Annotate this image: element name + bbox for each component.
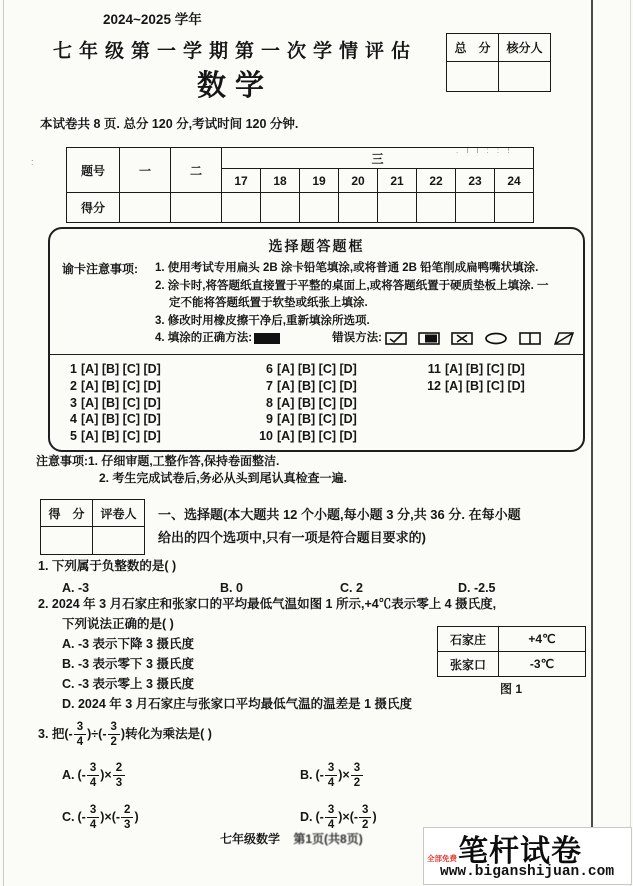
total-score-cell [447,62,499,92]
card-notice [62,260,575,348]
scan-artifact-marks: . l l : : ! [456,146,513,155]
question-3-option-d[interactable]: D. (- $\frac{3}{4}$ )×(- $\frac{3}{2}$ ) [300,804,377,832]
slash-box-icon [552,332,574,345]
answer-row-3[interactable]: 3 [A] [B] [C] [D] [70,395,161,410]
answer-bubble-grid [50,361,583,447]
evaluator-header: 评卷人 [93,500,145,527]
qnum-23: 23 [456,169,495,193]
correct-method-label: 4. 填涂的正确方法: [155,332,253,344]
qnum-17: 17 [222,169,261,193]
fraction: $\frac{3}{4}$ [325,804,337,831]
score-cell [41,527,93,555]
answer-row-11[interactable]: 11 [A] [B] [C] [D] [427,362,525,376]
section-1-heading [158,503,586,549]
scan-edge-right-line [630,0,631,886]
card-notice-item-4 [155,330,575,348]
question-1 [38,556,586,597]
score-row-label: 得分 [67,193,120,223]
answer-row-4[interactable]: 4 [A] [B] [C] [D] [70,412,161,427]
section-3-cell: 三 [222,148,534,169]
figure-city-2: 张家口 [438,652,499,677]
section-2-cell: 二 [171,148,222,193]
question-3 [38,716,586,834]
exam-notice-section [36,453,347,487]
wrong-method-label: 错误方法: [332,332,382,344]
total-score-table [446,33,551,92]
exam-info: 本试卷共 8 页. 总分 120 分,考试时间 120 分钟. [40,117,299,131]
check-box-icon [385,332,407,345]
scan-fold-right-line [591,0,593,852]
question-2-option-a[interactable]: A. -3 表示下降 3 摄氏度 [62,637,194,651]
section-1-heading-line1: 一、选择题(本大题共 12 个小题,每小题 3 分,共 36 分. 在每小题 [158,507,521,522]
card-notice-item-3: 3. 修改时用橡皮擦干净后,重新填涂所选项. [155,314,370,327]
answer-row-8[interactable]: 8 [A] [B] [C] [D] [266,395,357,410]
figure-1-caption: 图 1 [499,682,522,696]
fraction: $\frac{3}{2}$ [108,721,120,748]
watermark-url[interactable]: www.biganshijuan.com [440,864,615,880]
fraction: $\frac{3}{4}$ [325,762,337,789]
exam-notice-item-2: 2. 考生完成试卷后,务必从头到尾认真检查一遍. [99,471,348,485]
page-footer [220,830,363,847]
qnum-24: 24 [495,169,534,193]
fraction: $\frac{3}{2}$ [351,762,363,789]
answer-row-9[interactable]: 9 [A] [B] [C] [D] [266,412,357,427]
qnum-22: 22 [417,169,456,193]
question-2-option-b[interactable]: B. -3 表示零下 3 摄氏度 [62,657,194,671]
question-3-option-a[interactable]: A. (- $\frac{3}{4}$ )× $\frac{2}{3}$ [62,758,300,792]
question-1-option-a[interactable]: A. -3 [62,581,90,595]
subject-title: 数学 [196,70,273,102]
question-2-option-c[interactable]: C. -3 表示零上 3 摄氏度 [62,677,194,691]
card-notice-label: 谕卡注意事项: [62,262,138,276]
score-header: 得 分 [41,500,93,527]
half-filled-box-icon [418,332,440,345]
score-evaluator-table [40,499,145,555]
question-3-option-b[interactable]: B. (- $\frac{3}{4}$ )× $\frac{3}{2}$ [300,758,586,792]
school-year: 2024~2025 学年 [103,12,202,27]
footer-page-number: 第1页(共8页) [293,832,363,846]
wrong-method-icons [385,332,574,345]
answer-row-2[interactable]: 2 [A] [B] [C] [D] [70,378,161,393]
qnum-19: 19 [300,169,339,193]
evaluator-cell [93,527,145,555]
qnum-20: 20 [339,169,378,193]
answer-row-7[interactable]: 7 [A] [B] [C] [D] [266,378,357,393]
total-score-header: 总 分 [447,34,499,62]
score-checker-header: 核分人 [499,34,551,62]
divided-box-icon [519,332,541,345]
section-1-cell: 一 [120,148,171,193]
answer-column-3 [426,361,525,395]
qnum-18: 18 [261,169,300,193]
exam-title: 七年级第一学期第一次学情评估 [52,41,417,62]
answer-box-title: 选择题答题框 [268,238,365,254]
question-2-stem-line2: 下列说法正确的是( ) [62,617,174,631]
question-score-table [66,147,534,223]
qnum-header: 题号 [67,148,120,193]
card-notice-item-1: 1. 使用考试专用扁头 2B 涂卡铅笔填涂,或将普通 2B 铅笔削成扁鸭嘴状填涂. [155,262,539,274]
question-1-stem: 1. 下列属于负整数的是( ) [38,559,177,573]
fraction: $\frac{2}{3}$ [121,804,133,831]
watermark-free-label: 全部免费 [427,854,457,863]
watermark-box [423,827,632,885]
question-3-stem: 3. 把(- $\frac{3}{4}$ )÷(- $\frac{3}{2}$ )转化为乘法是( ) [38,721,212,749]
question-3-options [38,758,586,834]
oval-icon [484,332,508,345]
filled-rect-icon [254,333,280,344]
exam-notice-item-1: 1. 仔细审题,工整作答,保持卷面整洁. [88,454,280,468]
footer-subject: 七年级数学 [220,832,281,846]
score-checker-cell [499,62,551,92]
question-1-option-d[interactable]: D. -2.5 [458,581,496,595]
answer-row-10[interactable]: 10 [A] [B] [C] [D] [259,429,357,444]
fraction: $\frac{3}{4}$ [87,762,99,789]
watermark-brand: 笔杆试卷 [458,835,582,868]
fraction: $\frac{3}{4}$ [74,721,86,748]
answer-card-box [48,227,585,452]
question-3-option-c[interactable]: C. (- $\frac{3}{4}$ )×(- $\frac{2}{3}$ ) [62,804,139,832]
figure-city-1: 石家庄 [438,627,499,652]
card-notice-item-2: 2. 涂卡时,将答题纸直接置于平整的桌面上,或将答题纸置于硬质垫板上填涂. 一 [155,279,549,292]
answer-row-12[interactable]: 12 [A] [B] [C] [D] [427,378,525,393]
answer-column-1 [62,361,161,445]
question-2-stem-line1: 2. 2024 年 3 月石家庄和张家口的平均最低气温如图 1 所示,+4℃表示零上 4 摄氏度, [38,597,497,611]
fraction: $\frac{3}{2}$ [359,804,371,831]
card-notice-item-2-cont: 定不能将答题纸置于软垫或纸张上填涂. [169,297,368,309]
question-1-option-c[interactable]: C. 2 [340,581,363,595]
answer-column-2 [258,361,357,445]
scan-edge-left-line [3,0,4,886]
answer-box-divider [50,354,583,355]
section-1-heading-line2: 给出的四个选项中,只有一项是符合题目要求的) [158,530,426,545]
fraction: $\frac{2}{3}$ [113,762,125,789]
answer-row-5[interactable]: 5 [A] [B] [C] [D] [70,429,161,444]
figure-temp-2: -3℃ [499,652,586,677]
figure-temp-1: +4℃ [499,627,586,652]
x-box-icon [451,332,473,345]
answer-row-1[interactable]: 1 [A] [B] [C] [D] [70,362,161,376]
question-2-option-d[interactable]: D. 2024 年 3 月石家庄与张家口平均最低气温的温差是 1 摄氏度 [62,697,413,711]
exam-notice-label: 注意事项: [36,454,88,468]
answer-row-6[interactable]: 6 [A] [B] [C] [D] [266,362,357,376]
figure-1-temperature-table [437,626,586,677]
card-notice-items [155,260,575,348]
scan-artifact-dots: : [31,157,34,167]
fraction: $\frac{3}{4}$ [87,804,99,831]
question-1-option-b[interactable]: B. 0 [220,581,243,595]
qnum-21: 21 [378,169,417,193]
